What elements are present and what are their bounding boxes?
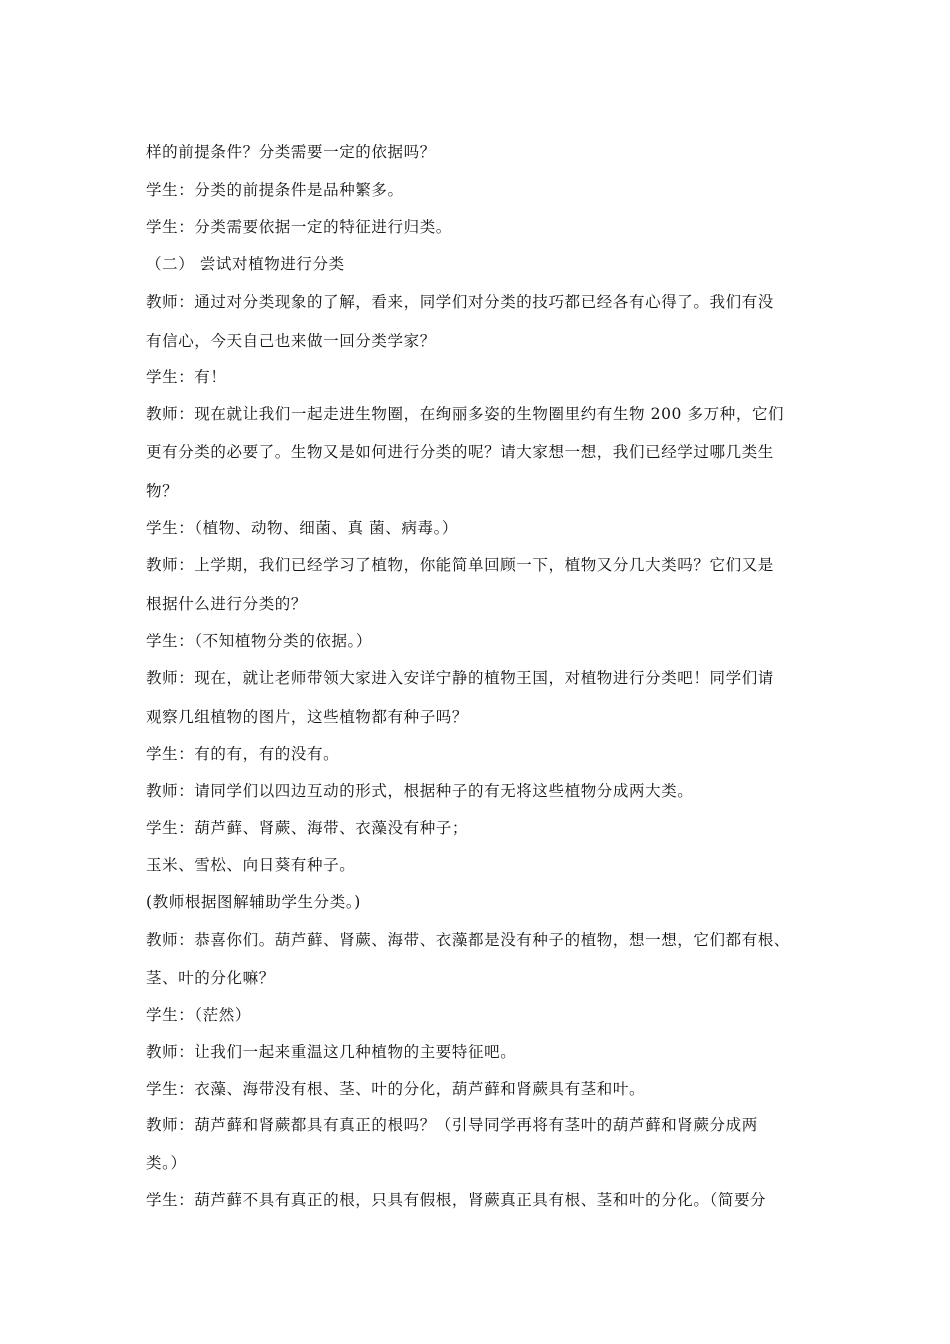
text-line: 更有分类的必要了。生物又是如何进行分类的呢？请大家想一想，我们已经学过哪几类生: [146, 442, 774, 461]
text-line: 观察几组植物的图片，这些植物都有种子吗？: [146, 707, 469, 726]
text-line: 学生：有！: [146, 367, 227, 386]
text-line: 类。）: [146, 1153, 187, 1172]
text-line: 物？: [146, 481, 179, 500]
text-line: 样的前提条件？分类需要一定的依据吗？: [146, 142, 436, 161]
text-line: 教师：葫芦藓和肾蕨都具有真正的根吗？（引导同学再将有茎叶的葫芦藓和肾蕨分成两: [146, 1115, 758, 1134]
text-line: 教师：现在就让我们一起走进生物圈，在绚丽多姿的生物圈里约有生物 200 多万种，它们: [146, 404, 785, 423]
text-line: 教师：请同学们以四边互动的形式，根据种子的有无将这些植物分成两大类。: [146, 781, 694, 800]
text-line: 有信心，今天自己也来做一回分类学家？: [146, 331, 436, 350]
text-line: 学生：有的有，有的没有。: [146, 744, 340, 763]
text-line: 学生：葫芦藓、肾蕨、海带、衣藻没有种子；: [146, 818, 469, 837]
text-line: 茎、叶的分化嘛？: [146, 968, 275, 987]
text-line: 根据什么进行分类的？: [146, 594, 308, 613]
text-line: 学生：（植物、动物、细菌、真 菌、病毒。）: [146, 518, 459, 537]
text-line: 玉米、雪松、向日葵有种子。: [146, 855, 356, 874]
text-line: 学生：分类的前提条件是品种繁多。: [146, 180, 404, 199]
text-line: 学生：葫芦藓不具有真正的根，只具有假根，肾蕨真正具有根、茎和叶的分化。（简要分: [146, 1190, 767, 1209]
text-line: 学生：（不知植物分类的依据。）: [146, 631, 373, 650]
text-line: 教师：恭喜你们。葫芦藓、肾蕨、海带、衣藻都是没有种子的植物，想一想，它们都有根、: [146, 930, 791, 949]
text-line: (教师根据图解辅助学生分类。): [146, 892, 361, 911]
text-line: 学生：分类需要依据一定的特征进行归类。: [146, 217, 452, 236]
section-heading: （二） 尝试对植物进行分类: [146, 254, 345, 273]
text-line: 教师：通过对分类现象的了解，看来，同学们对分类的技巧都已经各有心得了。我们有没: [146, 292, 774, 311]
text-line: 教师：现在，就让老师带领大家进入安详宁静的植物王国，对植物进行分类吧！同学们请: [146, 668, 774, 687]
text-line: 教师：上学期，我们已经学习了植物，你能简单回顾一下，植物又分几大类吗？它们又是: [146, 555, 774, 574]
text-line: 教师：让我们一起来重温这几种植物的主要特征吧。: [146, 1042, 517, 1061]
text-line: 学生：（茫然）: [146, 1005, 251, 1024]
text-line: 学生：衣藻、海带没有根、茎、叶的分化，葫芦藓和肾蕨具有茎和叶。: [146, 1079, 646, 1098]
